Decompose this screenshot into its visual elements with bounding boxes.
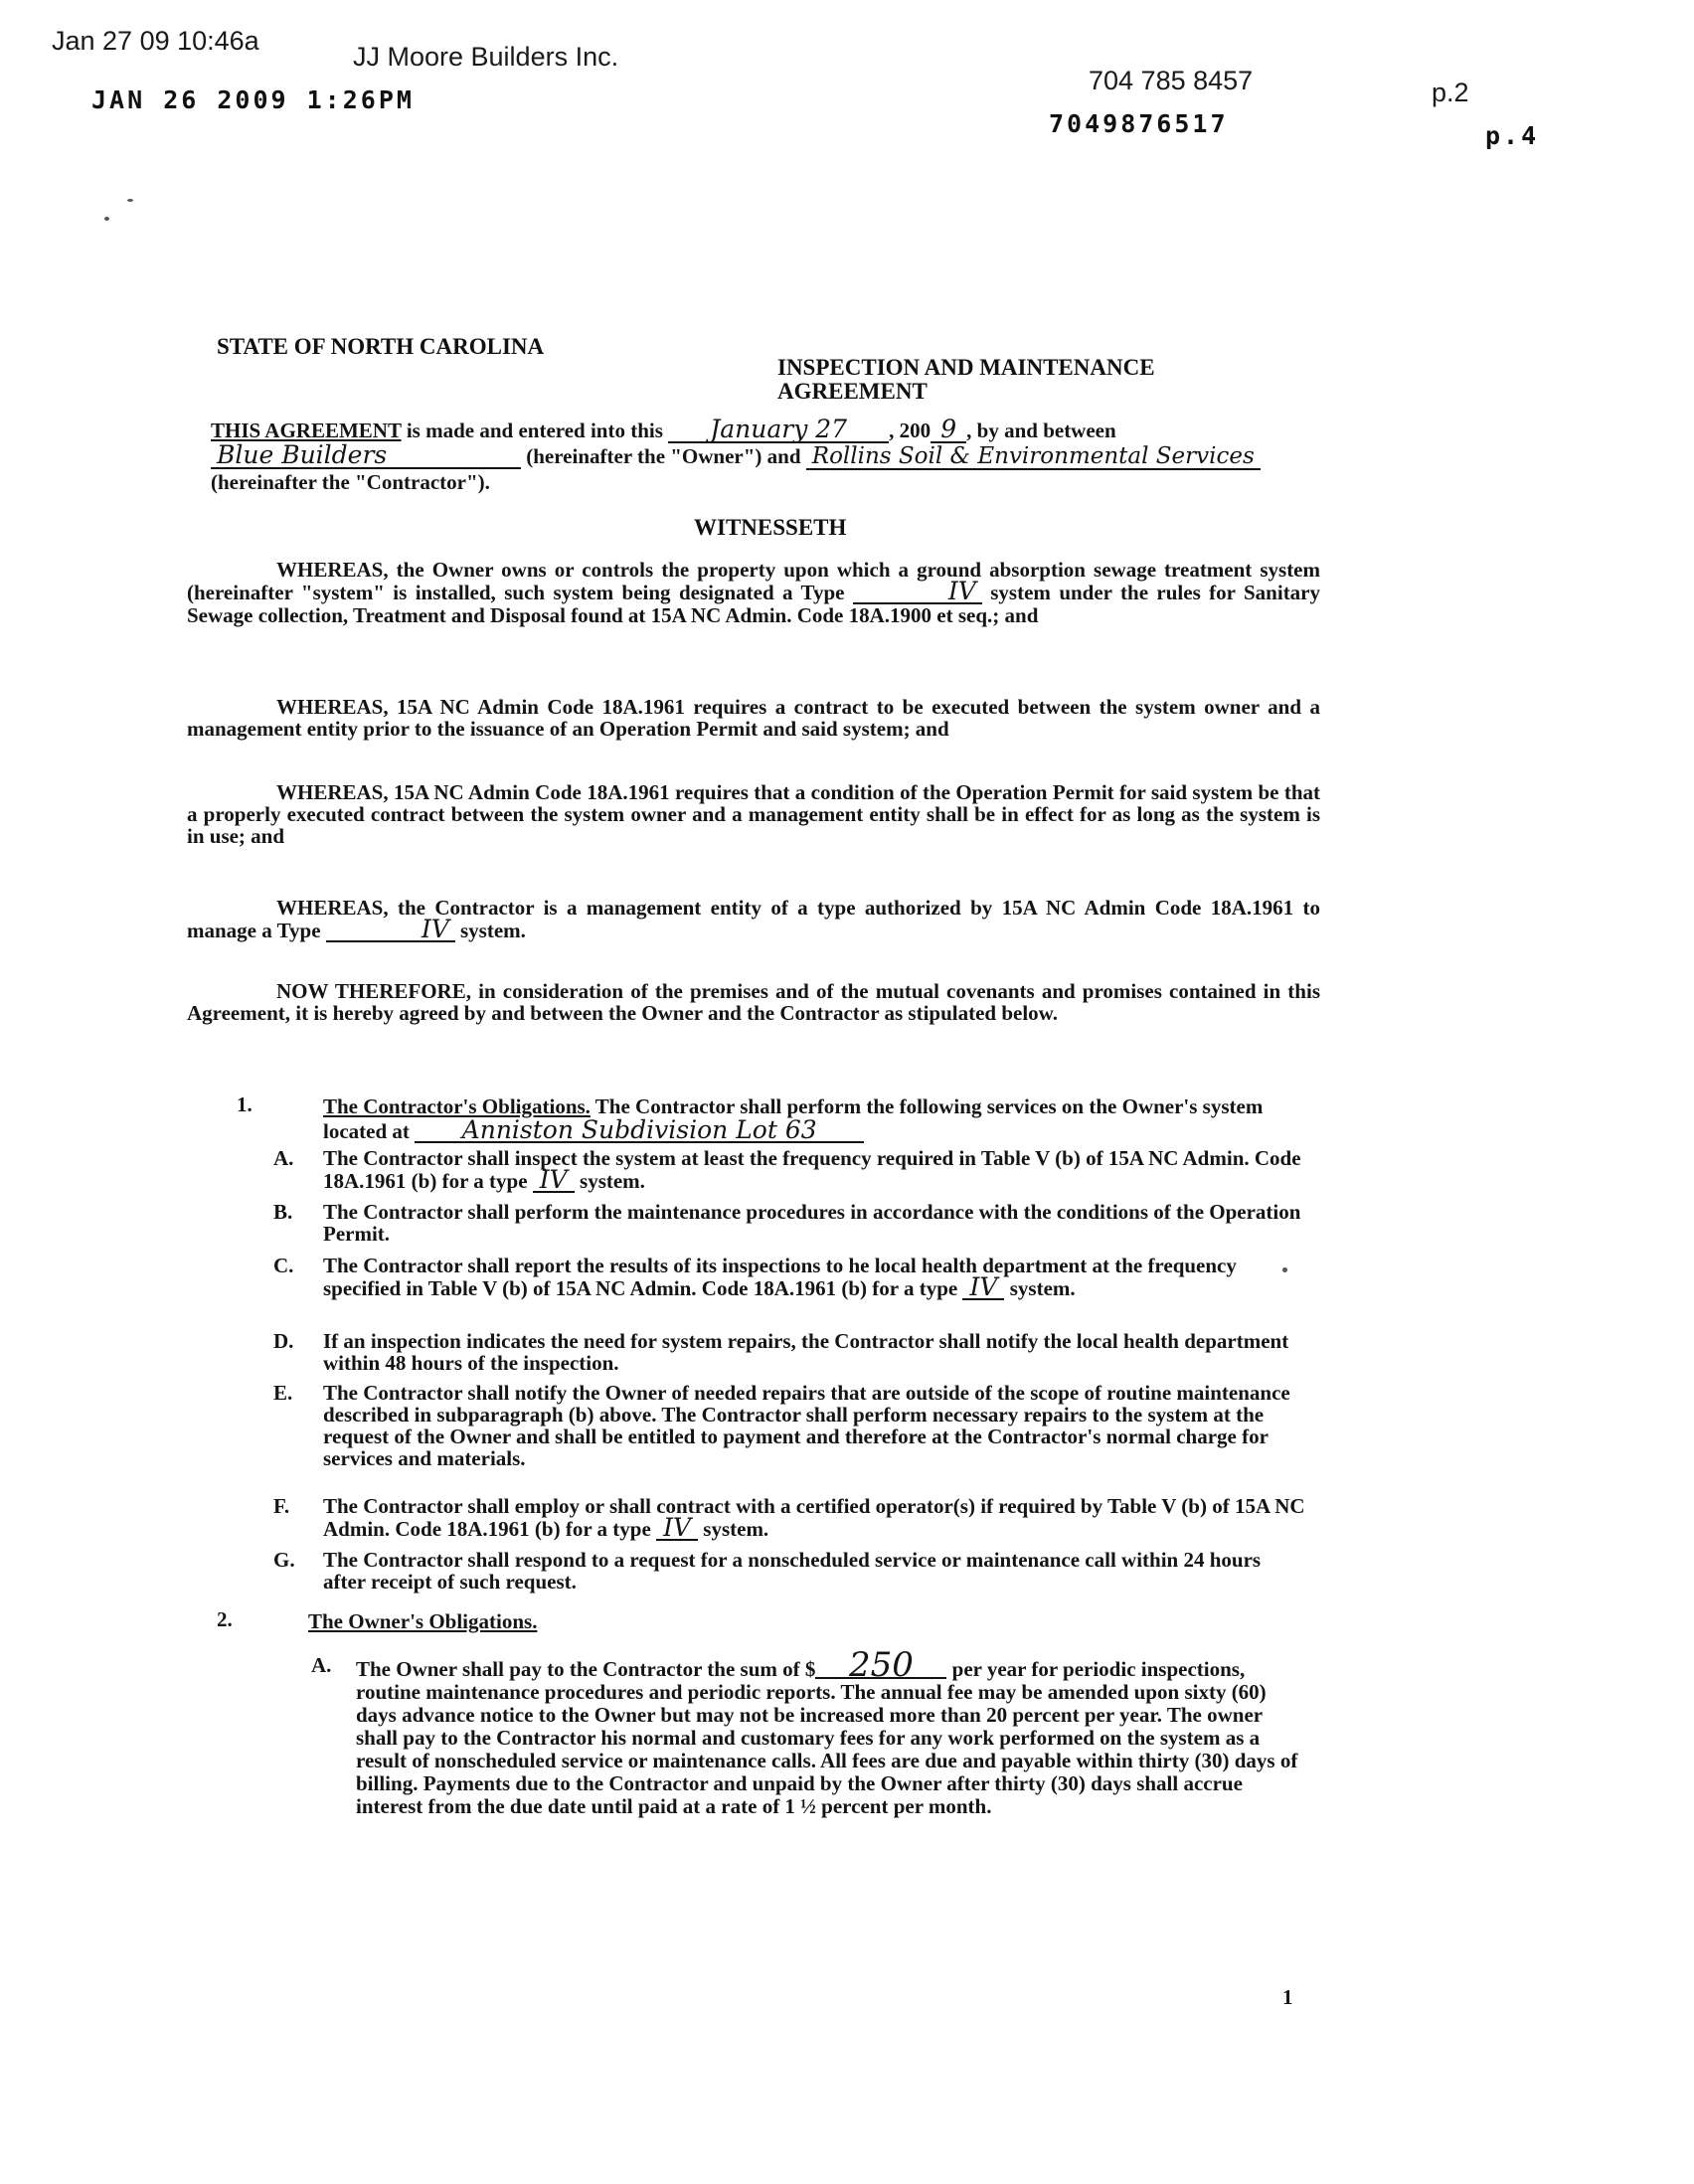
owner-name-field: Blue Builders xyxy=(211,443,521,469)
system-type-field-4: IV xyxy=(962,1276,1004,1300)
intro-lead: THIS AGREEMENT xyxy=(211,419,402,442)
intro-text-2: , 200 xyxy=(889,419,932,442)
item-text: The Contractor shall notify the Owner of needed repairs that are outside of the scope of routine maintenance described in subparagraph (b) above. The Contractor shall perform necessary repairs to the system at the request of the Owner and shall be entitled to payment and therefore at the Contractor's normal charge for services and materials. xyxy=(323,1381,1290,1470)
fax-phone-number: 704 785 8457 xyxy=(1089,66,1254,95)
intro-text-1: is made and entered into this xyxy=(401,419,669,442)
item-text: The Contractor shall respond to a request for a nonscheduled service or maintenance call within 24 hours after receipt of such request. xyxy=(323,1548,1262,1594)
item-text: The Contractor shall report the results of its inspections to he local health department at the frequency specified in Table V (b) of 15A NC Admin. Code 18A.1961 (b) for a type xyxy=(323,1254,1237,1300)
obligation-item-e xyxy=(273,1381,1307,1470)
section-2-number: 2. xyxy=(217,1607,233,1631)
item-text-end: system. xyxy=(574,1169,645,1193)
property-location-field: Anniston Subdivision Lot 63 xyxy=(415,1118,864,1143)
whereas-paragraph-1 xyxy=(187,559,1320,626)
item-letter: A. xyxy=(273,1146,294,1170)
item-text: The Contractor shall perform the maintenance procedures in accordance with the conditions of the Operation Permit. xyxy=(323,1200,1301,1246)
item-letter: F. xyxy=(273,1494,290,1518)
item-letter: A. xyxy=(311,1653,332,1677)
agreement-title-line1: INSPECTION AND MAINTENANCE xyxy=(777,355,1155,380)
item-text: If an inspection indicates the need for system repairs, the Contractor shall notify the local health department within 48 hours of the inspection. xyxy=(323,1329,1289,1375)
section-2-title: The Owner's Obligations. xyxy=(308,1609,538,1633)
item-text: The Owner shall pay to the Contractor the sum of $ xyxy=(356,1657,816,1681)
item-text-end: per year for periodic inspections, routine maintenance procedures and periodic reports. The annual fee may be amended upon sixty (60) days advance notice to the Owner but may not be increased more than 20 percent per year. The owner shall pay to the Contractor his normal and customary fees for any work performed on the system as a result of nonscheduled service or maintenance calls. All fees are due and payable within thirty (30) days of billing. Payments due to the Contractor and unpaid by the Owner after thirty (30) days shall accrue interest from the due date until paid at a rate of 1 ½ percent per month. xyxy=(356,1657,1298,1818)
fax-company-name: JJ Moore Builders Inc. xyxy=(353,42,619,72)
section-1-text: The Contractor shall perform the following services on the Owner's system located at xyxy=(323,1094,1264,1143)
annual-fee-field: 250 xyxy=(815,1654,946,1679)
obligation-item-b xyxy=(273,1200,1307,1246)
item-text-end: system. xyxy=(1004,1276,1076,1300)
intro-paragraph xyxy=(211,415,1394,494)
section-1-number: 1. xyxy=(237,1092,253,1116)
witnesseth-heading: WITNESSETH xyxy=(694,515,847,540)
item-text: The Contractor shall inspect the system at least the frequency required in Table V (b) of 15A NC Admin. Code 18A.1961 (b) for a type xyxy=(323,1146,1301,1193)
section-1-intro xyxy=(323,1095,1307,1143)
whereas-lead-4: WHEREAS xyxy=(276,896,384,920)
scan-speck xyxy=(127,199,133,202)
whereas-text-4a: , the Contractor is a management entity of a type authorized by 15A NC Admin Code 18A.1961 to manage a Type xyxy=(187,896,1320,942)
fax-page-2: p.4 xyxy=(1485,121,1540,150)
obligation-item-g xyxy=(273,1548,1307,1594)
fax-phone-2: 7049876517 xyxy=(1049,109,1229,138)
obligation-item-a xyxy=(273,1146,1307,1194)
intro-text-5: (hereinafter the "Contractor"). xyxy=(211,470,490,494)
whereas-lead-1: WHEREAS xyxy=(276,558,384,582)
now-therefore-text: , in consideration of the premises and of the mutual covenants and promises contained in this Agreement, it is hereby agreed by and between the Owner and the Contractor as stipulated below. xyxy=(187,979,1320,1025)
intro-text-4: (hereinafter the "Owner") and xyxy=(521,444,806,468)
page-number: 1 xyxy=(1282,1985,1293,2009)
now-therefore-lead: NOW THEREFORE xyxy=(276,979,466,1003)
whereas-paragraph-4 xyxy=(187,897,1320,942)
whereas-lead-2-inline: WHEREAS xyxy=(276,695,384,719)
obligation-item-f xyxy=(273,1494,1307,1542)
item-letter: B. xyxy=(273,1200,293,1224)
agreement-title xyxy=(777,356,1155,404)
fax-page-number: p.2 xyxy=(1432,78,1469,107)
item-text-end: system. xyxy=(698,1517,769,1541)
agreement-title-line2: AGREEMENT xyxy=(777,379,928,404)
whereas-paragraph-3 xyxy=(187,781,1320,847)
item-letter: G. xyxy=(273,1548,295,1572)
obligation-item-c xyxy=(273,1254,1307,1301)
owner-obligation-item-a xyxy=(311,1645,1300,1818)
state-heading: STATE OF NORTH CAROLINA xyxy=(217,334,545,359)
section-1-title: The Contractor's Obligations. xyxy=(323,1094,591,1118)
intro-text-3: , by and between xyxy=(966,419,1116,442)
system-type-field-5: IV xyxy=(656,1517,698,1541)
whereas-text-1b: system under the rules for Sanitary Sewage collection, Treatment and Disposal found at 15A NC Admin. Code 18A.1900 et seq.; and xyxy=(187,581,1321,627)
scan-speck xyxy=(104,217,109,221)
whereas-text-3: , 15A NC Admin Code 18A.1961 requires that a condition of the Operation Permit for said system be that a properly executed contract between the system owner and a management entity shall be in effect for as long as the system is in use; and xyxy=(187,780,1320,848)
now-therefore-paragraph xyxy=(187,980,1320,1024)
system-type-field-1: IV xyxy=(853,581,982,604)
item-letter: E. xyxy=(273,1381,293,1405)
whereas-text-4b: system. xyxy=(454,919,526,942)
contractor-name-field: Rollins Soil & Environmental Services xyxy=(806,444,1261,470)
item-letter: C. xyxy=(273,1254,294,1277)
agreement-date-field: January 27 xyxy=(668,418,889,443)
fax-date-2: JAN 26 2009 1:26PM xyxy=(91,85,415,114)
item-letter: D. xyxy=(273,1329,294,1353)
system-type-field-3: IV xyxy=(533,1169,575,1193)
whereas-lead-3: WHEREAS xyxy=(276,780,384,804)
obligation-item-d xyxy=(273,1329,1307,1375)
item-text: The Contractor shall employ or shall contract with a certified operator(s) if required by Table V (b) of 15A NC Admin. Code 18A.1961 (b) for a type xyxy=(323,1494,1305,1541)
whereas-paragraph-2: WHEREAS, 15A NC Admin Code 18A.1961 requires a contract to be executed between the system owner and a management entity prior to the issuance of an Operation Permit and said system; and xyxy=(187,695,1320,741)
agreement-year-field: 9 xyxy=(931,418,966,443)
system-type-field-2: IV xyxy=(326,919,455,942)
fax-timestamp: Jan 27 09 10:46a xyxy=(52,26,259,56)
whereas-text-1a: , the Owner owns or controls the property upon which a ground absorption sewage treatment system (hereinafter "system" is installed, such system being designated a Type xyxy=(187,558,1320,604)
